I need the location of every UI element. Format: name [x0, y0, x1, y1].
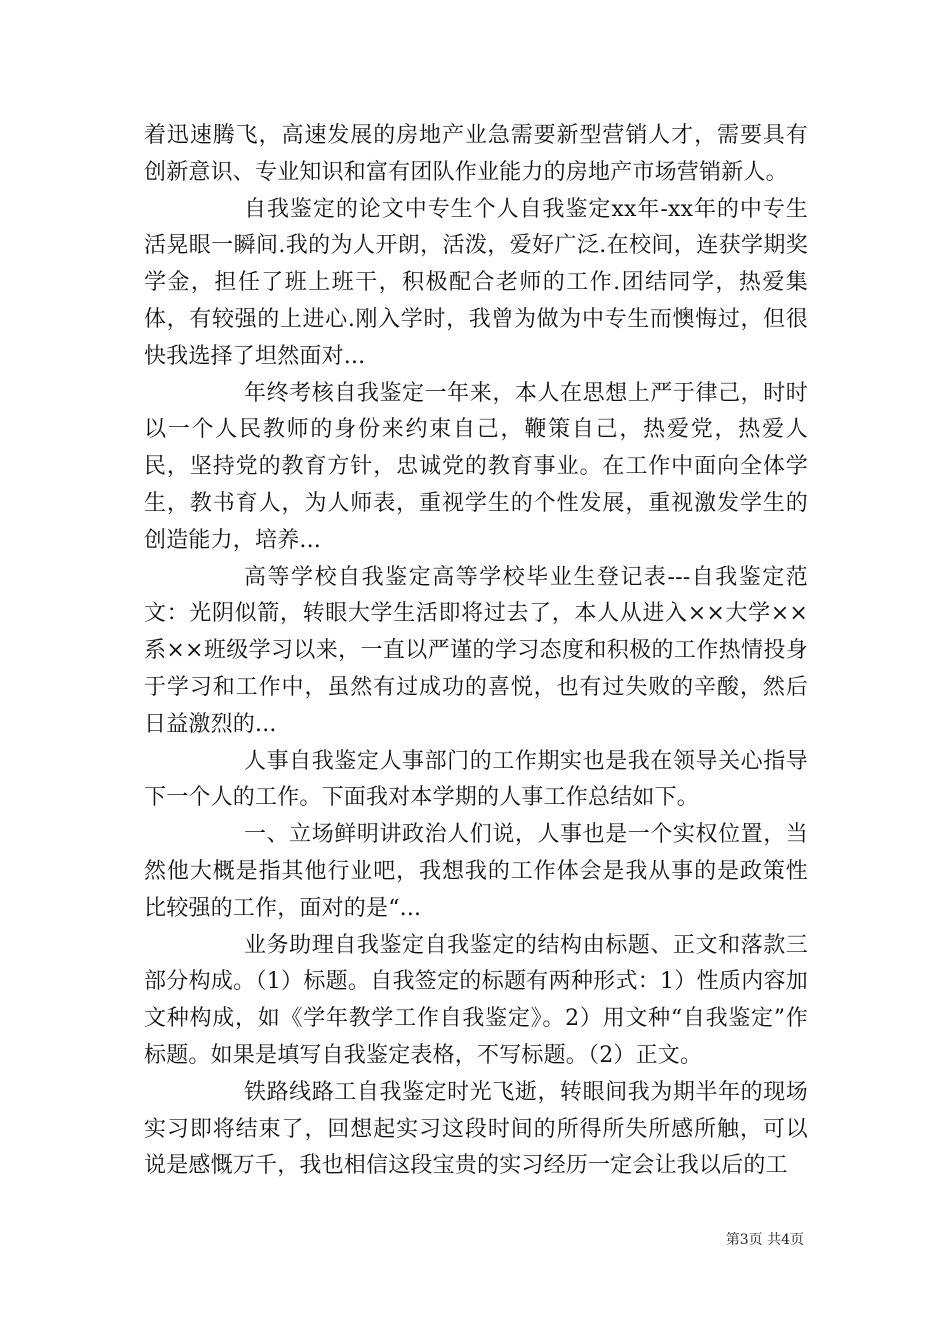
paragraph-6: 一、立场鲜明讲政治人们说，人事也是一个实权位置，当然他大概是指其他行业吧，我想我的工作体会是我从事的是政策性比较强的工作，面对的是“... — [144, 822, 808, 921]
document-body — [144, 118, 808, 1185]
paragraph-8: 铁路线路工自我鉴定时光飞逝，转眼间我为期半年的现场实习即将结束了，回想起实习这段时间的所得所失所感所触，可以说是感慨万千，我也相信这段宝贵的实习经历一定会让我以后的工 — [144, 1079, 808, 1179]
paragraph-7: 业务助理自我鉴定自我鉴定的结构由标题、正文和落款三部分构成。（1）标题。自我签定的标题有两种形式：1）性质内容加文种构成，如《学年教学工作自我鉴定》。2）用文种“自我鉴定”作标题。如果是填写自我鉴定表格，不写标题。（2）正文。 — [144, 932, 808, 1068]
paragraph-1: 着迅速腾飞，高速发展的房地产业急需要新型营销人才，需要具有创新意识、专业知识和富有团队作业能力的房地产市场营销新人。 — [144, 123, 808, 185]
paragraph-4: 高等学校自我鉴定高等学校毕业生登记表---自我鉴定范文：光阴似箭，转眼大学生活即将过去了，本人从进入××大学××系××班级学习以来，一直以严谨的学习态度和积极的工作热情投身于学习和工作中，虽然有过成功的喜悦，也有过失败的辛酸，然后日益激烈的... — [144, 564, 808, 737]
paragraph-3: 年终考核自我鉴定一年来，本人在思想上严于律己，时时以一个人民教师的身份来约束自己，鞭策自己，热爱党，热爱人民，坚持党的教育方针，忠诚党的教育事业。在工作中面向全体学生，教书育人，为人师表，重视学生的个性发展，重视激发学生的创造能力，培养... — [144, 380, 808, 553]
paragraph-5: 人事自我鉴定人事部门的工作期实也是我在领导关心指导下一个人的工作。下面我对本学期的人事工作总结如下。 — [144, 748, 808, 811]
page-number-footer: 第3页 共4页 — [725, 1232, 804, 1248]
paragraph-2: 自我鉴定的论文中专生个人自我鉴定xx年-xx年的中专生活晃眼一瞬间.我的为人开朗，活泼，爱好广泛.在校间，连获学期奖学金，担任了班上班干，积极配合老师的工作.团结同学，热爱集体，有较强的上进心.刚入学时，我曾为做为中专生而懊悔过，但很快我选择了坦然面对... — [144, 196, 808, 369]
